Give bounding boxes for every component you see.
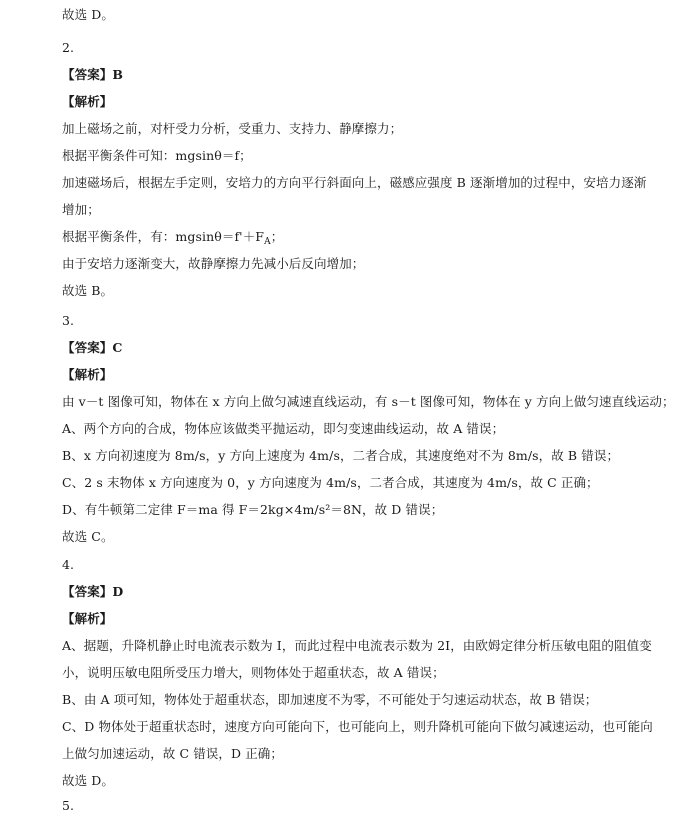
text-line: 根据平衡条件可知：mgsinθ＝f； xyxy=(62,148,252,163)
analysis-label: 【解析】 xyxy=(62,611,113,626)
text-line: 上做匀加速运动，故 C 错误，D 正确； xyxy=(62,746,284,761)
question-number: 5. xyxy=(62,798,75,813)
text-line: 增加； xyxy=(62,202,100,217)
text-line: 加上磁场之前，对杆受力分析，受重力、支持力、静摩擦力； xyxy=(62,121,403,136)
answer-label: 【答案】C xyxy=(62,340,123,355)
text-line-formula xyxy=(62,229,283,250)
question-number: 4. xyxy=(62,557,75,572)
text-line: 加速磁场后，根据左手定则，安培力的方向平行斜面向上，磁感应强度 B 逐渐增加的过程中，安培力逐渐 xyxy=(62,175,647,190)
text-line: C、2 s 末物体 x 方向速度为 0，y 方向速度为 4m/s，二者合成，其速度为 4m/s，故 C 正确； xyxy=(62,475,599,490)
formula-text: 根据平衡条件，有：mgsinθ＝f'＋F xyxy=(62,229,265,244)
text-line: B、由 A 项可知，物体处于超重状态，即加速度不为零，不可能处于匀速运动状态，故 B 错误； xyxy=(62,692,598,707)
text-line: 故选 D。 xyxy=(62,7,114,22)
text-line: D、有牛顿第二定律 F＝ma 得 F＝2kg×4m/s²＝8N，故 D 错误； xyxy=(62,502,444,517)
text-line: C、D 物体处于超重状态时，速度方向可能向下，也可能向上，则升降机可能向下做匀减速运动，也可能向 xyxy=(62,719,653,734)
question-number: 2. xyxy=(62,40,75,55)
question-number: 3. xyxy=(62,313,75,328)
text-line: 由于安培力逐渐变大，故静摩擦力先减小后反向增加； xyxy=(62,256,365,271)
answer-label: 【答案】D xyxy=(62,584,124,599)
text-line: 由 v－t 图像可知，物体在 x 方向上做匀减速直线运动，有 s－t 图像可知，物体在 y 方向上做匀速直线运动； xyxy=(62,394,675,409)
analysis-label: 【解析】 xyxy=(62,94,113,109)
text-line: 小，说明压敏电阻所受压力增大，则物体处于超重状态，故 A 错误； xyxy=(62,665,445,680)
answer-label: 【答案】B xyxy=(62,67,124,82)
text-line: A、两个方向的合成，物体应该做类平抛运动，即匀变速曲线运动，故 A 错误； xyxy=(62,421,505,436)
text-line: 故选 D。 xyxy=(62,773,114,788)
text-line: A、据题，升降机静止时电流表示数为 I，而此过程中电流表示数为 2I，由欧姆定律分析压敏电阻的阻值变 xyxy=(62,638,652,653)
formula-subscript: A xyxy=(264,237,271,247)
text-line: 故选 C。 xyxy=(62,529,114,544)
formula-tail: ； xyxy=(270,229,284,244)
text-line: 故选 B。 xyxy=(62,283,114,298)
analysis-label: 【解析】 xyxy=(62,367,113,382)
text-line: B、x 方向初速度为 8m/s，y 方向上速度为 4m/s，二者合成，其速度绝对不为 8m/s，故 B 错误； xyxy=(62,448,620,463)
